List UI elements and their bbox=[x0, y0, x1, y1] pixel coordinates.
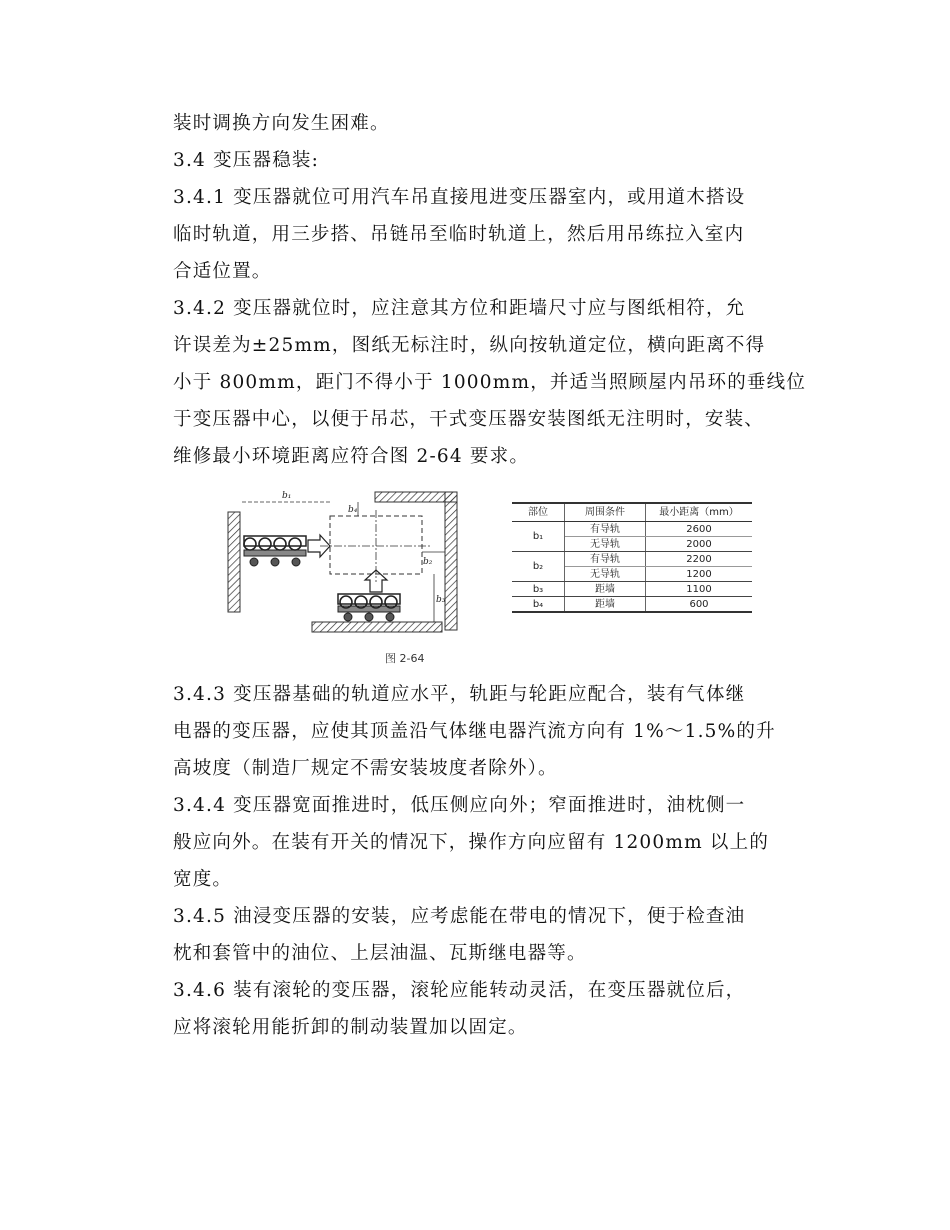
text-line: 合适位置。 bbox=[173, 261, 272, 282]
text-line: 3.4.5 油浸变压器的安装，应考虑能在带电的情况下，便于检查油 bbox=[173, 906, 746, 927]
table-row bbox=[512, 597, 752, 613]
table-row bbox=[512, 522, 752, 537]
text-line: 般应向外。在装有开关的情况下，操作方向应留有 1200mm 以上的 bbox=[173, 832, 770, 853]
label-b4: b₄ bbox=[348, 505, 358, 515]
text-line: 高坡度（制造厂规定不需安装坡度者除外）。 bbox=[173, 758, 558, 779]
condition-cell: 有导轨 bbox=[565, 522, 646, 537]
section-heading: 3.4 变压器稳装: bbox=[173, 150, 320, 171]
text-line: 于变压器中心，以便于吊芯，干式变压器安装图纸无注明时，安装、 bbox=[173, 409, 765, 430]
header-part: 部位 bbox=[512, 503, 565, 522]
distance-cell: 2600 bbox=[646, 522, 753, 537]
text-line: 宽度。 bbox=[173, 869, 233, 890]
condition-cell: 无导轨 bbox=[565, 537, 646, 552]
transformer-left bbox=[244, 536, 306, 566]
condition-cell: 距墙 bbox=[565, 582, 646, 597]
distance-cell: 600 bbox=[646, 597, 753, 613]
distance-cell: 2200 bbox=[646, 552, 753, 567]
text-line: 小于 800mm，距门不得小于 1000mm，并适当照顾屋内吊环的垂线位 bbox=[173, 372, 807, 393]
figure-2-64 bbox=[220, 484, 760, 674]
text-line: 3.4.2 变压器就位时，应注意其方位和距墙尺寸应与图纸相符，允 bbox=[173, 298, 746, 319]
right-wall bbox=[445, 492, 457, 630]
min-distance-table bbox=[512, 502, 752, 613]
left-wall bbox=[228, 512, 240, 612]
text-line: 3.4.1 变压器就位可用汽车吊直接甩进变压器室内，或用道木搭设 bbox=[173, 187, 746, 208]
text-line: 电器的变压器，应使其顶盖沿气体继电器汽流方向有 1%～1.5%的升 bbox=[173, 721, 776, 742]
text-line: 应将滚轮用能折卸的制动装置加以固定。 bbox=[173, 1017, 528, 1038]
table-row bbox=[512, 552, 752, 567]
label-b1: b₁ bbox=[282, 491, 292, 501]
text-line: 3.4.4 变压器宽面推进时，低压侧应向外；窄面推进时，油枕侧一 bbox=[173, 795, 746, 816]
figure-caption: 图 2-64 bbox=[385, 652, 425, 665]
text-line: 维修最小环境距离应符合图 2-64 要求。 bbox=[173, 446, 530, 467]
text-line: 临时轨道，用三步搭、吊链吊至临时轨道上，然后用吊练拉入室内 bbox=[173, 224, 745, 245]
label-b3: b₃ bbox=[436, 595, 446, 605]
floor-wall bbox=[312, 622, 442, 632]
part-cell: b₃ bbox=[512, 582, 565, 597]
text-line: 装时调换方向发生困难。 bbox=[173, 113, 390, 134]
distance-cell: 2000 bbox=[646, 537, 753, 552]
part-cell: b₂ bbox=[512, 552, 565, 582]
table-row bbox=[512, 582, 752, 597]
text-block-bottom bbox=[173, 676, 873, 1046]
text-line: 枕和套管中的油位、上层油温、瓦斯继电器等。 bbox=[173, 943, 587, 964]
transformer-placement-diagram bbox=[220, 484, 470, 654]
part-cell: b₁ bbox=[512, 522, 565, 552]
text-block-top bbox=[173, 105, 873, 475]
part-cell: b₄ bbox=[512, 597, 565, 613]
text-line: 许误差为±25mm，图纸无标注时，纵向按轨道定位，横向距离不得 bbox=[173, 335, 766, 356]
condition-cell: 距墙 bbox=[565, 597, 646, 613]
distance-cell: 1200 bbox=[646, 567, 753, 582]
transformer-bottom bbox=[338, 594, 400, 621]
text-line: 3.4.3 变压器基础的轨道应水平，轨距与轮距应配合，装有气体继 bbox=[173, 684, 746, 705]
condition-cell: 无导轨 bbox=[565, 567, 646, 582]
table-header-row bbox=[512, 503, 752, 522]
header-condition: 周围条件 bbox=[565, 503, 646, 522]
text-line: 3.4.6 装有滚轮的变压器，滚轮应能转动灵活，在变压器就位后， bbox=[173, 980, 746, 1001]
condition-cell: 有导轨 bbox=[565, 552, 646, 567]
label-b2: b₂ bbox=[423, 557, 433, 567]
header-distance: 最小距离（mm） bbox=[646, 503, 753, 522]
distance-cell: 1100 bbox=[646, 582, 753, 597]
